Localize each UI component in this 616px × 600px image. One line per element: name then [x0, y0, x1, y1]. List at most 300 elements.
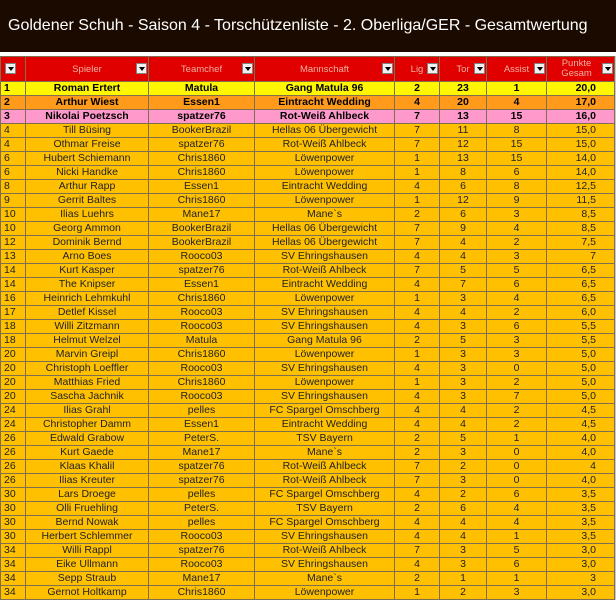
team-cell[interactable]: Chris1860	[149, 152, 255, 166]
points-cell[interactable]: 4,5	[547, 404, 615, 418]
table-row[interactable]	[1, 320, 615, 334]
points-cell[interactable]: 14,0	[547, 152, 615, 166]
club-cell[interactable]: Eintracht Wedding	[255, 96, 395, 110]
player-cell[interactable]: Klaas Khalil	[26, 460, 149, 474]
team-cell[interactable]: Matula	[149, 334, 255, 348]
goals-cell[interactable]: 4	[440, 250, 487, 264]
goals-cell[interactable]: 9	[440, 222, 487, 236]
club-cell[interactable]: SV Ehringshausen	[255, 390, 395, 404]
player-cell[interactable]: Roman Ertert	[26, 82, 149, 96]
filter-dropdown-icon[interactable]	[5, 63, 16, 74]
team-cell[interactable]: spatzer76	[149, 474, 255, 488]
assists-cell[interactable]: 6	[487, 488, 547, 502]
player-cell[interactable]: Matthias Fried	[26, 376, 149, 390]
player-cell[interactable]: Arno Boes	[26, 250, 149, 264]
table-row[interactable]	[1, 194, 615, 208]
points-cell[interactable]: 3,5	[547, 502, 615, 516]
table-row[interactable]	[1, 446, 615, 460]
rank-cell[interactable]: 10	[1, 208, 26, 222]
team-cell[interactable]: Rooco03	[149, 362, 255, 376]
team-cell[interactable]: Rooco03	[149, 390, 255, 404]
assists-cell[interactable]: 15	[487, 152, 547, 166]
assists-cell[interactable]: 8	[487, 124, 547, 138]
goals-cell[interactable]: 13	[440, 110, 487, 124]
assists-cell[interactable]: 2	[487, 306, 547, 320]
club-cell[interactable]: Löwenpower	[255, 376, 395, 390]
club-cell[interactable]: SV Ehringshausen	[255, 362, 395, 376]
points-cell[interactable]: 6,5	[547, 278, 615, 292]
assists-cell[interactable]: 8	[487, 180, 547, 194]
table-row[interactable]	[1, 292, 615, 306]
club-cell[interactable]: Hellas 06 Übergewicht	[255, 222, 395, 236]
table-row[interactable]	[1, 544, 615, 558]
assists-cell[interactable]: 0	[487, 460, 547, 474]
goals-cell[interactable]: 7	[440, 278, 487, 292]
team-cell[interactable]: Rooco03	[149, 306, 255, 320]
table-row[interactable]	[1, 82, 615, 96]
games-cell[interactable]: 7	[395, 474, 440, 488]
table-row[interactable]	[1, 152, 615, 166]
team-cell[interactable]: Rooco03	[149, 320, 255, 334]
club-cell[interactable]: TSV Bayern	[255, 502, 395, 516]
points-cell[interactable]: 5,0	[547, 390, 615, 404]
filter-dropdown-icon[interactable]	[382, 63, 393, 74]
player-cell[interactable]: Lars Droege	[26, 488, 149, 502]
games-cell[interactable]: 1	[395, 166, 440, 180]
points-cell[interactable]: 3	[547, 572, 615, 586]
rank-cell[interactable]: 10	[1, 222, 26, 236]
games-cell[interactable]: 4	[395, 320, 440, 334]
games-cell[interactable]: 4	[395, 516, 440, 530]
points-cell[interactable]: 17,0	[547, 96, 615, 110]
club-cell[interactable]: Hellas 06 Übergewicht	[255, 124, 395, 138]
rank-cell[interactable]: 34	[1, 558, 26, 572]
games-cell[interactable]: 2	[395, 572, 440, 586]
club-cell[interactable]: TSV Bayern	[255, 432, 395, 446]
assists-cell[interactable]: 4	[487, 516, 547, 530]
rank-cell[interactable]: 14	[1, 264, 26, 278]
assists-cell[interactable]: 0	[487, 474, 547, 488]
table-row[interactable]	[1, 558, 615, 572]
rank-cell[interactable]: 26	[1, 474, 26, 488]
team-cell[interactable]: pelles	[149, 516, 255, 530]
team-cell[interactable]: Matula	[149, 82, 255, 96]
assists-cell[interactable]: 6	[487, 278, 547, 292]
player-cell[interactable]: Othmar Freise	[26, 138, 149, 152]
rank-cell[interactable]: 18	[1, 320, 26, 334]
rank-cell[interactable]: 20	[1, 348, 26, 362]
points-cell[interactable]: 3,0	[547, 586, 615, 600]
points-cell[interactable]: 3,5	[547, 530, 615, 544]
rank-cell[interactable]: 30	[1, 488, 26, 502]
games-cell[interactable]: 1	[395, 348, 440, 362]
games-cell[interactable]: 2	[395, 432, 440, 446]
club-cell[interactable]: Rot-Weiß Ahlbeck	[255, 138, 395, 152]
goals-cell[interactable]: 5	[440, 432, 487, 446]
team-cell[interactable]: Mane17	[149, 446, 255, 460]
rank-cell[interactable]: 12	[1, 236, 26, 250]
assists-cell[interactable]: 3	[487, 208, 547, 222]
club-cell[interactable]: Rot-Weiß Ahlbeck	[255, 110, 395, 124]
team-cell[interactable]: Mane17	[149, 572, 255, 586]
player-cell[interactable]: Marvin Greipl	[26, 348, 149, 362]
team-cell[interactable]: PeterS.	[149, 432, 255, 446]
games-cell[interactable]: 7	[395, 236, 440, 250]
club-cell[interactable]: FC Spargel Omschberg	[255, 488, 395, 502]
assists-cell[interactable]: 2	[487, 376, 547, 390]
player-cell[interactable]: Ilias Kreuter	[26, 474, 149, 488]
rank-cell[interactable]: 34	[1, 586, 26, 600]
points-cell[interactable]: 3,0	[547, 544, 615, 558]
filter-dropdown-icon[interactable]	[474, 63, 485, 74]
goals-cell[interactable]: 8	[440, 166, 487, 180]
games-cell[interactable]: 4	[395, 96, 440, 110]
team-cell[interactable]: spatzer76	[149, 110, 255, 124]
assists-cell[interactable]: 1	[487, 82, 547, 96]
games-cell[interactable]: 2	[395, 208, 440, 222]
goals-cell[interactable]: 12	[440, 138, 487, 152]
points-cell[interactable]: 12,5	[547, 180, 615, 194]
rank-cell[interactable]: 34	[1, 572, 26, 586]
rank-cell[interactable]: 30	[1, 530, 26, 544]
points-cell[interactable]: 4,0	[547, 446, 615, 460]
games-cell[interactable]: 2	[395, 334, 440, 348]
assists-cell[interactable]: 4	[487, 502, 547, 516]
club-cell[interactable]: Gang Matula 96	[255, 334, 395, 348]
team-cell[interactable]: Rooco03	[149, 250, 255, 264]
team-cell[interactable]: Chris1860	[149, 166, 255, 180]
table-row[interactable]	[1, 306, 615, 320]
rank-cell[interactable]: 20	[1, 362, 26, 376]
games-cell[interactable]: 2	[395, 502, 440, 516]
games-cell[interactable]: 7	[395, 222, 440, 236]
club-cell[interactable]: Eintracht Wedding	[255, 278, 395, 292]
assists-cell[interactable]: 15	[487, 138, 547, 152]
player-cell[interactable]: Ilias Grahl	[26, 404, 149, 418]
rank-cell[interactable]: 26	[1, 446, 26, 460]
team-cell[interactable]: spatzer76	[149, 460, 255, 474]
assists-cell[interactable]: 6	[487, 320, 547, 334]
goals-cell[interactable]: 4	[440, 418, 487, 432]
rank-cell[interactable]: 30	[1, 502, 26, 516]
table-row[interactable]	[1, 236, 615, 250]
table-row[interactable]	[1, 96, 615, 110]
team-cell[interactable]: Chris1860	[149, 194, 255, 208]
assists-cell[interactable]: 2	[487, 418, 547, 432]
goals-cell[interactable]: 2	[440, 586, 487, 600]
goals-cell[interactable]: 6	[440, 208, 487, 222]
club-cell[interactable]: SV Ehringshausen	[255, 320, 395, 334]
points-cell[interactable]: 16,0	[547, 110, 615, 124]
assists-cell[interactable]: 1	[487, 530, 547, 544]
team-cell[interactable]: Chris1860	[149, 292, 255, 306]
filter-dropdown-icon[interactable]	[242, 63, 253, 74]
games-cell[interactable]: 4	[395, 558, 440, 572]
table-row[interactable]	[1, 208, 615, 222]
goals-cell[interactable]: 4	[440, 306, 487, 320]
rank-cell[interactable]: 8	[1, 180, 26, 194]
goals-cell[interactable]: 3	[440, 320, 487, 334]
team-cell[interactable]: BookerBrazil	[149, 222, 255, 236]
assists-cell[interactable]: 1	[487, 572, 547, 586]
team-cell[interactable]: BookerBrazil	[149, 124, 255, 138]
assists-cell[interactable]: 6	[487, 558, 547, 572]
club-cell[interactable]: Mane`s	[255, 208, 395, 222]
team-cell[interactable]: BookerBrazil	[149, 236, 255, 250]
assists-cell[interactable]: 4	[487, 292, 547, 306]
goals-cell[interactable]: 6	[440, 180, 487, 194]
games-cell[interactable]: 1	[395, 586, 440, 600]
player-cell[interactable]: Christopher Damm	[26, 418, 149, 432]
club-cell[interactable]: Hellas 06 Übergewicht	[255, 236, 395, 250]
assists-cell[interactable]: 9	[487, 194, 547, 208]
club-cell[interactable]: Rot-Weiß Ahlbeck	[255, 474, 395, 488]
assists-cell[interactable]: 2	[487, 404, 547, 418]
games-cell[interactable]: 7	[395, 138, 440, 152]
club-cell[interactable]: Eintracht Wedding	[255, 418, 395, 432]
filter-dropdown-icon[interactable]	[136, 63, 147, 74]
games-cell[interactable]: 7	[395, 124, 440, 138]
table-row[interactable]	[1, 348, 615, 362]
table-row[interactable]	[1, 334, 615, 348]
filter-dropdown-icon[interactable]	[427, 63, 438, 74]
games-cell[interactable]: 4	[395, 418, 440, 432]
player-cell[interactable]: Detlef Kissel	[26, 306, 149, 320]
goals-cell[interactable]: 12	[440, 194, 487, 208]
player-cell[interactable]: Gernot Holtkamp	[26, 586, 149, 600]
table-row[interactable]	[1, 138, 615, 152]
rank-cell[interactable]: 6	[1, 166, 26, 180]
goals-cell[interactable]: 5	[440, 334, 487, 348]
rank-cell[interactable]: 20	[1, 390, 26, 404]
goals-cell[interactable]: 6	[440, 502, 487, 516]
club-cell[interactable]: Löwenpower	[255, 586, 395, 600]
points-cell[interactable]: 11,5	[547, 194, 615, 208]
assists-cell[interactable]: 4	[487, 222, 547, 236]
team-cell[interactable]: Rooco03	[149, 558, 255, 572]
player-cell[interactable]: Georg Ammon	[26, 222, 149, 236]
club-cell[interactable]: SV Ehringshausen	[255, 530, 395, 544]
points-cell[interactable]: 3,0	[547, 558, 615, 572]
games-cell[interactable]: 7	[395, 460, 440, 474]
rank-cell[interactable]: 13	[1, 250, 26, 264]
table-row[interactable]	[1, 250, 615, 264]
games-cell[interactable]: 7	[395, 544, 440, 558]
rank-cell[interactable]: 6	[1, 152, 26, 166]
points-cell[interactable]: 3,5	[547, 488, 615, 502]
goals-cell[interactable]: 13	[440, 152, 487, 166]
assists-cell[interactable]: 0	[487, 362, 547, 376]
team-cell[interactable]: Chris1860	[149, 586, 255, 600]
goals-cell[interactable]: 4	[440, 530, 487, 544]
club-cell[interactable]: Gang Matula 96	[255, 82, 395, 96]
points-cell[interactable]: 5,0	[547, 348, 615, 362]
goals-cell[interactable]: 3	[440, 292, 487, 306]
team-cell[interactable]: PeterS.	[149, 502, 255, 516]
goals-cell[interactable]: 1	[440, 572, 487, 586]
club-cell[interactable]: Löwenpower	[255, 166, 395, 180]
goals-cell[interactable]: 2	[440, 460, 487, 474]
team-cell[interactable]: Essen1	[149, 418, 255, 432]
player-cell[interactable]: Heinrich Lehmkuhl	[26, 292, 149, 306]
rank-cell[interactable]: 4	[1, 124, 26, 138]
points-cell[interactable]: 5,5	[547, 320, 615, 334]
rank-cell[interactable]: 9	[1, 194, 26, 208]
rank-cell[interactable]: 34	[1, 544, 26, 558]
rank-cell[interactable]: 4	[1, 138, 26, 152]
player-cell[interactable]: Hubert Schiemann	[26, 152, 149, 166]
team-cell[interactable]: Essen1	[149, 96, 255, 110]
assists-cell[interactable]: 15	[487, 110, 547, 124]
table-row[interactable]	[1, 124, 615, 138]
games-cell[interactable]: 4	[395, 404, 440, 418]
table-row[interactable]	[1, 418, 615, 432]
games-cell[interactable]: 2	[395, 82, 440, 96]
table-row[interactable]	[1, 278, 615, 292]
club-cell[interactable]: SV Ehringshausen	[255, 306, 395, 320]
rank-cell[interactable]: 16	[1, 292, 26, 306]
assists-cell[interactable]: 0	[487, 446, 547, 460]
player-cell[interactable]: Kurt Gaede	[26, 446, 149, 460]
goals-cell[interactable]: 3	[440, 376, 487, 390]
goals-cell[interactable]: 3	[440, 544, 487, 558]
filter-dropdown-icon[interactable]	[534, 63, 545, 74]
assists-cell[interactable]: 3	[487, 334, 547, 348]
team-cell[interactable]: spatzer76	[149, 264, 255, 278]
games-cell[interactable]: 4	[395, 390, 440, 404]
table-row[interactable]	[1, 474, 615, 488]
goals-cell[interactable]: 2	[440, 488, 487, 502]
games-cell[interactable]: 2	[395, 446, 440, 460]
team-cell[interactable]: Chris1860	[149, 376, 255, 390]
rank-cell[interactable]: 2	[1, 96, 26, 110]
games-cell[interactable]: 7	[395, 110, 440, 124]
table-row[interactable]	[1, 572, 615, 586]
player-cell[interactable]: Edwald Grabow	[26, 432, 149, 446]
points-cell[interactable]: 4,5	[547, 418, 615, 432]
team-cell[interactable]: Chris1860	[149, 348, 255, 362]
player-cell[interactable]: Bernd Nowak	[26, 516, 149, 530]
player-cell[interactable]: Kurt Kasper	[26, 264, 149, 278]
club-cell[interactable]: Rot-Weiß Ahlbeck	[255, 264, 395, 278]
points-cell[interactable]: 5,0	[547, 362, 615, 376]
table-row[interactable]	[1, 376, 615, 390]
assists-cell[interactable]: 3	[487, 250, 547, 264]
assists-cell[interactable]: 5	[487, 544, 547, 558]
points-cell[interactable]: 15,0	[547, 138, 615, 152]
team-cell[interactable]: pelles	[149, 404, 255, 418]
assists-cell[interactable]: 5	[487, 264, 547, 278]
club-cell[interactable]: Rot-Weiß Ahlbeck	[255, 460, 395, 474]
points-cell[interactable]: 20,0	[547, 82, 615, 96]
table-row[interactable]	[1, 264, 615, 278]
assists-cell[interactable]: 6	[487, 166, 547, 180]
club-cell[interactable]: Löwenpower	[255, 152, 395, 166]
assists-cell[interactable]: 3	[487, 348, 547, 362]
games-cell[interactable]: 1	[395, 152, 440, 166]
table-row[interactable]	[1, 180, 615, 194]
team-cell[interactable]: spatzer76	[149, 544, 255, 558]
goals-cell[interactable]: 11	[440, 124, 487, 138]
player-cell[interactable]: Gerrit Baltes	[26, 194, 149, 208]
assists-cell[interactable]: 4	[487, 96, 547, 110]
team-cell[interactable]: Essen1	[149, 180, 255, 194]
games-cell[interactable]: 4	[395, 530, 440, 544]
games-cell[interactable]: 7	[395, 264, 440, 278]
player-cell[interactable]: Olli Fruehling	[26, 502, 149, 516]
table-row[interactable]	[1, 166, 615, 180]
points-cell[interactable]: 5,0	[547, 376, 615, 390]
assists-cell[interactable]: 7	[487, 390, 547, 404]
player-cell[interactable]: Nicki Handke	[26, 166, 149, 180]
table-row[interactable]	[1, 404, 615, 418]
player-cell[interactable]: Eike Ullmann	[26, 558, 149, 572]
goals-cell[interactable]: 3	[440, 362, 487, 376]
goals-cell[interactable]: 3	[440, 390, 487, 404]
goals-cell[interactable]: 3	[440, 558, 487, 572]
table-row[interactable]	[1, 362, 615, 376]
rank-cell[interactable]: 26	[1, 432, 26, 446]
goals-cell[interactable]: 3	[440, 474, 487, 488]
goals-cell[interactable]: 4	[440, 404, 487, 418]
games-cell[interactable]: 4	[395, 250, 440, 264]
club-cell[interactable]: FC Spargel Omschberg	[255, 404, 395, 418]
games-cell[interactable]: 4	[395, 278, 440, 292]
table-row[interactable]	[1, 516, 615, 530]
rank-cell[interactable]: 14	[1, 278, 26, 292]
games-cell[interactable]: 1	[395, 376, 440, 390]
table-row[interactable]	[1, 460, 615, 474]
assists-cell[interactable]: 1	[487, 432, 547, 446]
points-cell[interactable]: 6,5	[547, 264, 615, 278]
table-row[interactable]	[1, 390, 615, 404]
games-cell[interactable]: 4	[395, 488, 440, 502]
table-row[interactable]	[1, 530, 615, 544]
games-cell[interactable]: 4	[395, 180, 440, 194]
table-row[interactable]	[1, 502, 615, 516]
points-cell[interactable]: 8,5	[547, 208, 615, 222]
games-cell[interactable]: 1	[395, 194, 440, 208]
player-cell[interactable]: Arthur Wiest	[26, 96, 149, 110]
goals-cell[interactable]: 4	[440, 236, 487, 250]
club-cell[interactable]: Mane`s	[255, 572, 395, 586]
rank-cell[interactable]: 30	[1, 516, 26, 530]
goals-cell[interactable]: 23	[440, 82, 487, 96]
goals-cell[interactable]: 5	[440, 264, 487, 278]
team-cell[interactable]: Rooco03	[149, 530, 255, 544]
points-cell[interactable]: 6,5	[547, 292, 615, 306]
games-cell[interactable]: 4	[395, 362, 440, 376]
points-cell[interactable]: 4,0	[547, 474, 615, 488]
points-cell[interactable]: 3,5	[547, 516, 615, 530]
player-cell[interactable]: Willi Zitzmann	[26, 320, 149, 334]
player-cell[interactable]: Willi Rappl	[26, 544, 149, 558]
rank-cell[interactable]: 24	[1, 404, 26, 418]
rank-cell[interactable]: 18	[1, 334, 26, 348]
points-cell[interactable]: 6,0	[547, 306, 615, 320]
goals-cell[interactable]: 3	[440, 446, 487, 460]
club-cell[interactable]: Löwenpower	[255, 292, 395, 306]
team-cell[interactable]: Essen1	[149, 278, 255, 292]
club-cell[interactable]: Löwenpower	[255, 194, 395, 208]
team-cell[interactable]: pelles	[149, 488, 255, 502]
club-cell[interactable]: SV Ehringshausen	[255, 558, 395, 572]
table-row[interactable]	[1, 110, 615, 124]
games-cell[interactable]: 1	[395, 292, 440, 306]
team-cell[interactable]: Mane17	[149, 208, 255, 222]
assists-cell[interactable]: 2	[487, 236, 547, 250]
player-cell[interactable]: Christoph Loeffler	[26, 362, 149, 376]
